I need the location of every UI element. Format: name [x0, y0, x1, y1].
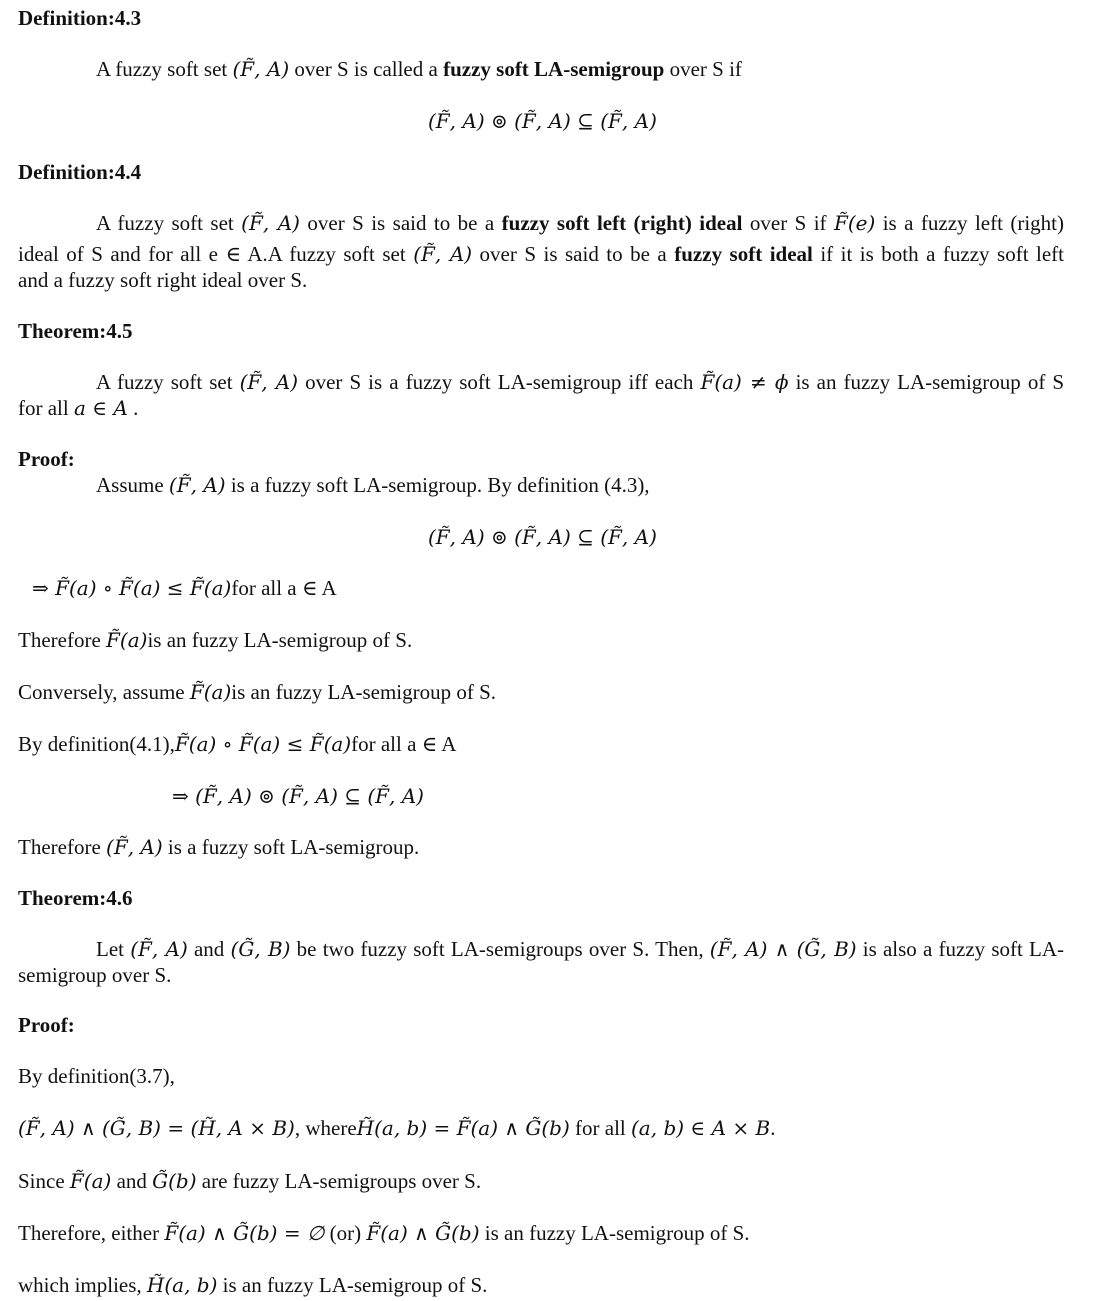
- proof-4-6-line1: By definition(3.7),: [18, 1064, 175, 1088]
- proof-4-5-line2: ⇒ F̃(a) ∘ F̃(a) ≤ F̃(a)for all a ∈ A: [32, 576, 337, 600]
- proof-4-5-line4: Conversely, assume F̃(a)is an fuzzy LA-semigroup of S.: [18, 680, 497, 704]
- proof-4-6-heading: Proof:: [18, 1013, 75, 1037]
- proof-4-6-line2: (F̃, A) ∧ (G̃, B) = (H̃, A × B), whereH̃(a, b) = F̃(a) ∧ G̃(b) for all (a, b) ∈ A × B.: [18, 1116, 776, 1140]
- proof-4-5-line6: Therefore (F̃, A) is a fuzzy soft LA-semigroup.: [18, 835, 420, 859]
- definition-4-4-line3: and a fuzzy soft right ideal over S.: [18, 268, 308, 292]
- definition-4-3-text: A fuzzy soft set (F̃, A) over S is called a fuzzy soft LA-semigroup over S if: [96, 57, 742, 81]
- proof-4-5-equation2: ⇒ (F̃, A) ⊚ (F̃, A) ⊆ (F̃, A): [172, 784, 424, 808]
- proof-4-5-line1: Assume (F̃, A) is a fuzzy soft LA-semigroup. By definition (4.3),: [96, 473, 650, 497]
- theorem-4-5-line2: for all a ∈ A .: [18, 396, 139, 420]
- definition-4-3-heading: Definition:4.3: [18, 6, 142, 30]
- theorem-4-5-line1: A fuzzy soft set (F̃, A) over S is a fuzzy soft LA-semigroup iff each F̃(a) ≠ ϕ is an fuzzy LA-semigroup of S: [96, 370, 1065, 394]
- theorem-4-5-heading: Theorem:4.5: [18, 319, 133, 343]
- definition-4-4-line2: ideal of S and for all e ∈ A.A fuzzy soft set (F̃, A) over S is said to be a fuzzy soft ideal if it is both a fuzzy soft left: [18, 242, 1065, 266]
- proof-4-5-line5: By definition(4.1),F̃(a) ∘ F̃(a) ≤ F̃(a)for all a ∈ A: [18, 732, 457, 756]
- proof-4-6-line4: Therefore, either F̃(a) ∧ G̃(b) = ∅ (or) F̃(a) ∧ G̃(b) is an fuzzy LA-semigroup of S.: [18, 1221, 750, 1245]
- proof-4-5-equation1: (F̃, A) ⊚ (F̃, A) ⊆ (F̃, A): [428, 525, 657, 549]
- definition-4-4-line1: A fuzzy soft set (F̃, A) over S is said to be a fuzzy soft left (right) ideal over S if F̃(e) is a fuzzy left (right): [96, 211, 1064, 235]
- proof-4-5-line3: Therefore F̃(a)is an fuzzy LA-semigroup of S.: [18, 628, 413, 652]
- proof-4-6-line3: Since F̃(a) and G̃(b) are fuzzy LA-semigroups over S.: [18, 1169, 482, 1193]
- definition-4-3-equation: (F̃, A) ⊚ (F̃, A) ⊆ (F̃, A): [428, 109, 657, 133]
- theorem-4-6-line1: Let (F̃, A) and (G̃, B) be two fuzzy soft LA-semigroups over S. Then, (F̃, A) ∧ (G̃, B) is also a fuzzy soft LA-: [96, 937, 1065, 961]
- proof-4-6-line5: which implies, H̃(a, b) is an fuzzy LA-semigroup of S.: [18, 1273, 488, 1297]
- proof-4-5-heading: Proof:: [18, 447, 75, 471]
- theorem-4-6-line2: semigroup over S.: [18, 963, 172, 987]
- theorem-4-6-heading: Theorem:4.6: [18, 886, 133, 910]
- definition-4-4-heading: Definition:4.4: [18, 160, 142, 184]
